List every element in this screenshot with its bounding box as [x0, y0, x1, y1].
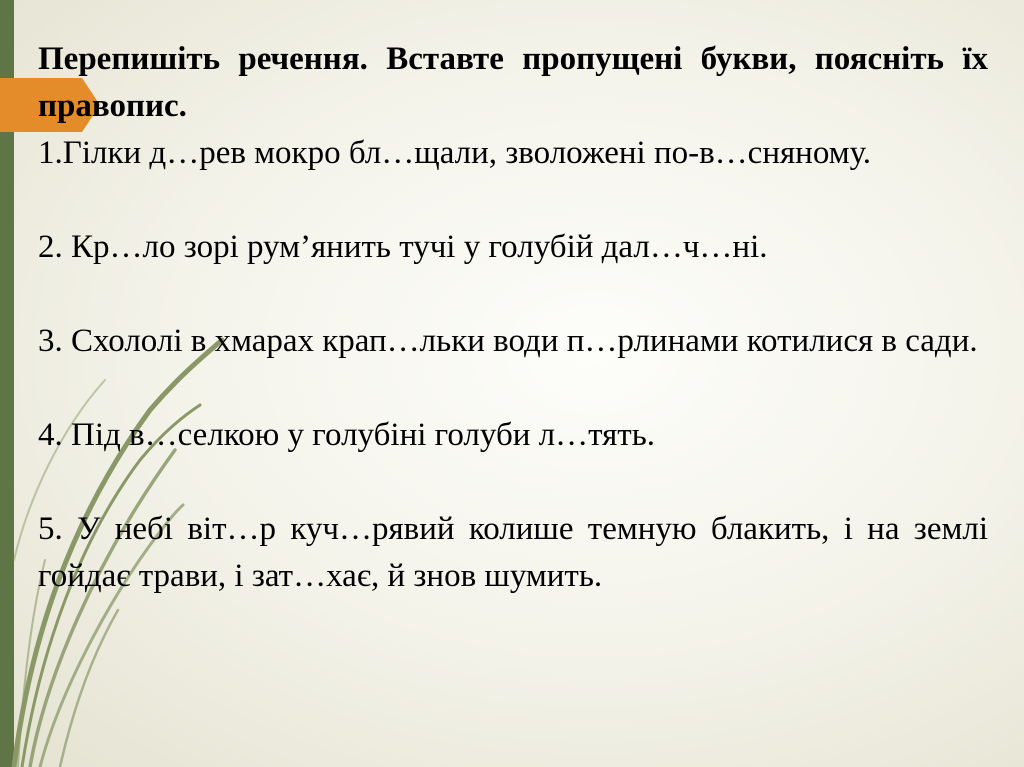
- sentence-1: 1.Гілки д…рев мокро бл…щали, зволожені по-в…сняному.: [38, 135, 872, 171]
- exercise-heading: Перепишіть речення. Вставте пропущені букви, поясніть їх правопис.: [38, 41, 988, 124]
- sentence-5: 5. У небі віт…р куч…рявий колише темную блакить, і на землі гойдає трави, і зат…хає, й знов шумить.: [38, 511, 988, 594]
- sentence-2: 2. Кр…ло зорі рум’янить тучі у голубій дал…ч…ні.: [38, 229, 768, 265]
- sentence-3: 3. Схололі в хмарах крап…льки води п…рлинами котилися в сади.: [38, 323, 978, 359]
- sentence-4: 4. Під в…селкою у голубіні голуби л…тять.: [38, 417, 656, 453]
- exercise-text: [38, 36, 988, 600]
